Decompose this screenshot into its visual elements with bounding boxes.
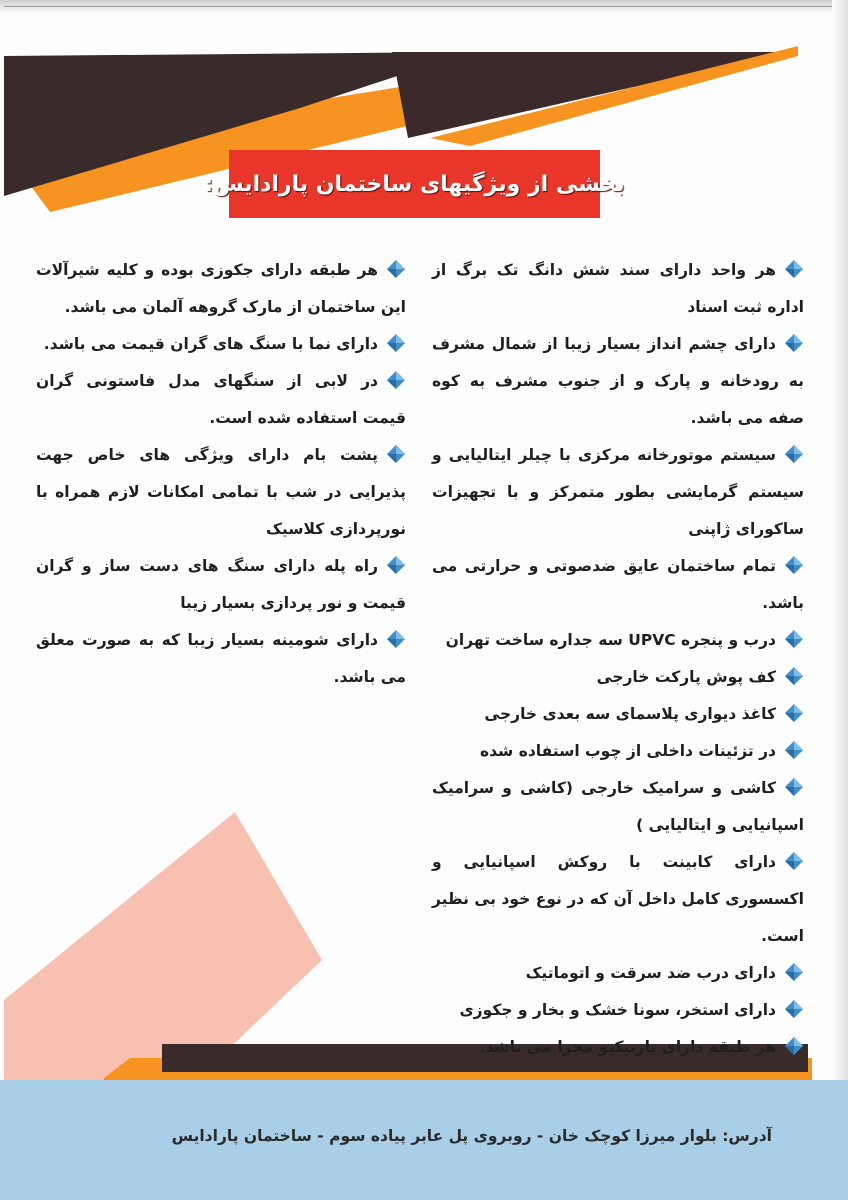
blue-diamond-icon <box>784 629 804 649</box>
blue-diamond-icon <box>386 629 406 649</box>
feature-item <box>36 252 406 326</box>
feature-text: دارای شومینه بسیار زیبا که به صورت معلق می باشد. <box>36 631 406 686</box>
blue-diamond-icon <box>784 703 804 723</box>
page-title: بخشی از ویژگیهای ساختمان پارادایس: <box>204 171 625 197</box>
feature-item <box>432 733 804 770</box>
blue-diamond-icon <box>386 370 406 390</box>
feature-text: هر طبقه دارای باربیکیو مجزا می باشد. <box>479 1038 776 1056</box>
feature-item <box>432 326 804 437</box>
feature-text: در تزئینات داخلی از چوب استفاده شده <box>479 742 776 760</box>
feature-item <box>432 844 804 955</box>
feature-text: دارای کابینت با روکش اسپانیایی و اکسسوری کامل داخل آن که در نوع خود بی نظیر است. <box>432 853 804 945</box>
feature-text: کف پوش پارکت خارجی <box>596 668 776 686</box>
feature-item <box>36 363 406 437</box>
feature-text: درب و پنجره UPVC سه جداره ساخت تهران <box>445 631 776 649</box>
feature-item <box>36 437 406 548</box>
feature-item <box>432 1029 804 1066</box>
blue-diamond-icon <box>784 740 804 760</box>
blue-diamond-icon <box>386 555 406 575</box>
feature-item <box>432 770 804 844</box>
address-line: آدرس: بلوار میرزا کوچک خان - روبروی پل عابر پیاده سوم - ساختمان پارادایس <box>171 1127 772 1145</box>
feature-text: دارای استخر، سونا خشک و بخار و جکوزی <box>459 1001 776 1019</box>
feature-text: پشت بام دارای ویژگی های خاص جهت پذیرایی در شب با تمامی امکانات لازم همراه با نورپردازی کلاسیک <box>36 446 406 538</box>
feature-text: دارای درب ضد سرقت و اتوماتیک <box>525 964 776 982</box>
blue-diamond-icon <box>784 444 804 464</box>
blue-diamond-icon <box>386 259 406 279</box>
blue-diamond-icon <box>784 555 804 575</box>
blue-diamond-icon <box>386 444 406 464</box>
feature-text: دارای نما با سنگ های گران قیمت می باشد. <box>43 335 378 353</box>
feature-text: دارای چشم انداز بسیار زیبا از شمال مشرف به رودخانه و پارک و از جنوب مشرف به کوه صفه می باشد. <box>432 335 804 427</box>
feature-item <box>432 622 804 659</box>
feature-item <box>36 326 406 363</box>
feature-item <box>432 437 804 548</box>
feature-text: هر واحد دارای سند شش دانگ تک برگ از اداره ثبت اسناد <box>432 261 804 316</box>
feature-text: کاغذ دیواری پلاسمای سه بعدی خارجی <box>484 705 776 723</box>
feature-text: سیستم موتورخانه مرکزی با چیلر ایتالیایی و سیستم گرمایشی بطور متمرکز و با تجهیزات ساکورای ژاپنی <box>432 446 804 538</box>
blue-diamond-icon <box>784 851 804 871</box>
feature-item <box>432 955 804 992</box>
feature-item <box>432 659 804 696</box>
blue-diamond-icon <box>784 259 804 279</box>
feature-item <box>432 252 804 326</box>
blue-diamond-icon <box>386 333 406 353</box>
feature-text: تمام ساختمان عایق ضدصوتی و حرارتی می باشد. <box>432 557 804 612</box>
feature-text: راه پله دارای سنگ های دست ساز و گران قیمت و نور پردازی بسیار زیبا <box>36 557 406 612</box>
feature-text: هر طبقه دارای جکوزی بوده و کلیه شیرآلات این ساختمان از مارک گروهه آلمان می باشد. <box>36 261 406 316</box>
feature-item <box>36 548 406 622</box>
feature-item <box>432 696 804 733</box>
feature-text: در لابی از سنگهای مدل فاستونی گران قیمت استفاده شده است. <box>36 372 406 427</box>
blue-diamond-icon <box>784 1036 804 1056</box>
blue-diamond-icon <box>784 777 804 797</box>
title-banner <box>204 150 625 218</box>
blue-diamond-icon <box>784 333 804 353</box>
feature-item <box>36 622 406 696</box>
feature-item <box>432 548 804 622</box>
feature-item <box>432 992 804 1029</box>
features-right-column <box>432 252 804 1066</box>
blue-diamond-icon <box>784 962 804 982</box>
blue-diamond-icon <box>784 666 804 686</box>
features-left-column <box>36 252 406 696</box>
feature-text: کاشی و سرامیک خارجی (کاشی و سرامیک اسپانیایی و ایتالیایی ) <box>432 779 804 834</box>
blue-diamond-icon <box>784 999 804 1019</box>
